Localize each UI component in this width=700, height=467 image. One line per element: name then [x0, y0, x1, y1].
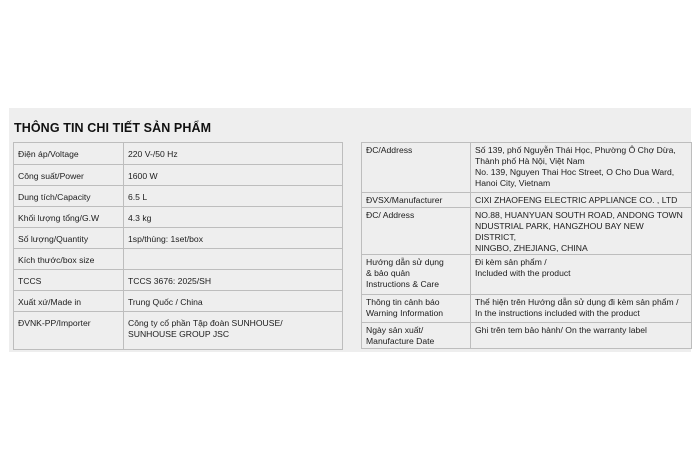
- spec-value-cell: [124, 291, 343, 312]
- spec-value: Đi kèm sản phẩm / Included with the product: [475, 257, 571, 278]
- table-row: [14, 143, 343, 165]
- spec-label-cell: [14, 270, 124, 291]
- table-row: [14, 270, 343, 291]
- spec-label: Số lượng/Quantity: [18, 234, 89, 244]
- spec-value: TCCS 3676: 2025/SH: [128, 276, 212, 286]
- spec-value-cell: [471, 143, 692, 193]
- table-row: [14, 186, 343, 207]
- spec-value: NO.88, HUANYUAN SOUTH ROAD, ANDONG TOWN NDUSTRIAL PARK, HANGZHOU BAY NEW DISTRICT, NINGBO, ZHEJIANG, CHINA: [475, 210, 683, 253]
- spec-value: Công ty cổ phần Tập đoàn SUNHOUSE/ SUNHOUSE GROUP JSC: [128, 318, 283, 339]
- spec-label: Ngày sản xuất/ Manufacture Date: [366, 325, 435, 346]
- table-row: [14, 249, 343, 270]
- spec-value: Thể hiện trên Hướng dẫn sử dụng đi kèm sản phẩm / In the instructions included with the product: [475, 297, 679, 318]
- spec-value-cell: [471, 295, 692, 323]
- spec-value-cell: [471, 255, 692, 295]
- table-row: [14, 228, 343, 249]
- table-row: [362, 193, 692, 208]
- spec-label-cell: [14, 312, 124, 350]
- spec-value-cell: [471, 208, 692, 255]
- table-row: [14, 207, 343, 228]
- spec-label-cell: [362, 193, 471, 208]
- spec-value: Số 139, phố Nguyễn Thái Học, Phường Ô Chợ Dừa, Thành phố Hà Nội, Việt Nam No. 139, Nguyen Thai Hoc Street, O Cho Dua Ward, Hanoi City, Vietnam: [475, 145, 676, 188]
- spec-value: 220 V-/50 Hz: [128, 149, 178, 159]
- spec-table-left-body: [14, 143, 343, 350]
- spec-table-right-body: [362, 143, 692, 349]
- spec-label: Điện áp/Voltage: [18, 149, 79, 159]
- spec-value: CIXI ZHAOFENG ELECTRIC APPLIANCE CO. , LTD: [475, 195, 678, 205]
- spec-label: ĐC/ Address: [366, 210, 415, 220]
- spec-value-cell: [124, 228, 343, 249]
- spec-label: Kích thước/box size: [18, 255, 95, 265]
- spec-label-cell: [362, 255, 471, 295]
- spec-label-cell: [362, 295, 471, 323]
- spec-value-cell: [124, 143, 343, 165]
- spec-label: Hướng dẫn sử dụng & bảo quản Instructions & Care: [366, 257, 444, 289]
- spec-value: 1600 W: [128, 171, 158, 181]
- spec-value-cell: [124, 312, 343, 350]
- spec-value-cell: [124, 207, 343, 228]
- spec-label: ĐC/Address: [366, 145, 413, 155]
- spec-label: TCCS: [18, 276, 42, 286]
- spec-label-cell: [14, 143, 124, 165]
- table-row: [362, 295, 692, 323]
- spec-value: 6.5 L: [128, 192, 148, 202]
- spec-value-cell: [471, 193, 692, 208]
- table-row: [14, 312, 343, 350]
- spec-label: Thông tin cảnh báo Warning Information: [366, 297, 444, 318]
- spec-label-cell: [362, 208, 471, 255]
- spec-value: 1sp/thùng: 1set/box: [128, 234, 204, 244]
- spec-label: Dung tích/Capacity: [18, 192, 91, 202]
- table-row: [362, 143, 692, 193]
- spec-value-cell: [124, 165, 343, 186]
- page-title: THÔNG TIN CHI TIẾT SẢN PHẨM: [14, 121, 212, 135]
- spec-table-left: [13, 142, 343, 350]
- table-row: [14, 291, 343, 312]
- spec-label: ĐVNK-PP/Importer: [18, 318, 91, 328]
- spec-label: Công suất/Power: [18, 171, 84, 181]
- spec-value: Trung Quốc / China: [128, 297, 203, 307]
- table-row: [362, 255, 692, 295]
- spec-label: ĐVSX/Manufacturer: [366, 195, 443, 205]
- spec-table-right: [361, 142, 692, 349]
- spec-label-cell: [362, 143, 471, 193]
- spec-label: Khối lượng tổng/G.W: [18, 213, 100, 223]
- table-row: [362, 323, 692, 349]
- spec-value-cell: [124, 186, 343, 207]
- spec-value: Ghi trên tem bảo hành/ On the warranty label: [475, 325, 647, 335]
- spec-label-cell: [14, 291, 124, 312]
- spec-value-cell: [124, 249, 343, 270]
- table-row: [362, 208, 692, 255]
- spec-label-cell: [14, 207, 124, 228]
- spec-value: 4.3 kg: [128, 213, 152, 223]
- spec-label-cell: [14, 249, 124, 270]
- table-row: [14, 165, 343, 186]
- spec-label: Xuất xứ/Made in: [18, 297, 82, 307]
- spec-label-cell: [14, 228, 124, 249]
- spec-label-cell: [14, 186, 124, 207]
- spec-value-cell: [124, 270, 343, 291]
- spec-value-cell: [471, 323, 692, 349]
- spec-label-cell: [14, 165, 124, 186]
- spec-label-cell: [362, 323, 471, 349]
